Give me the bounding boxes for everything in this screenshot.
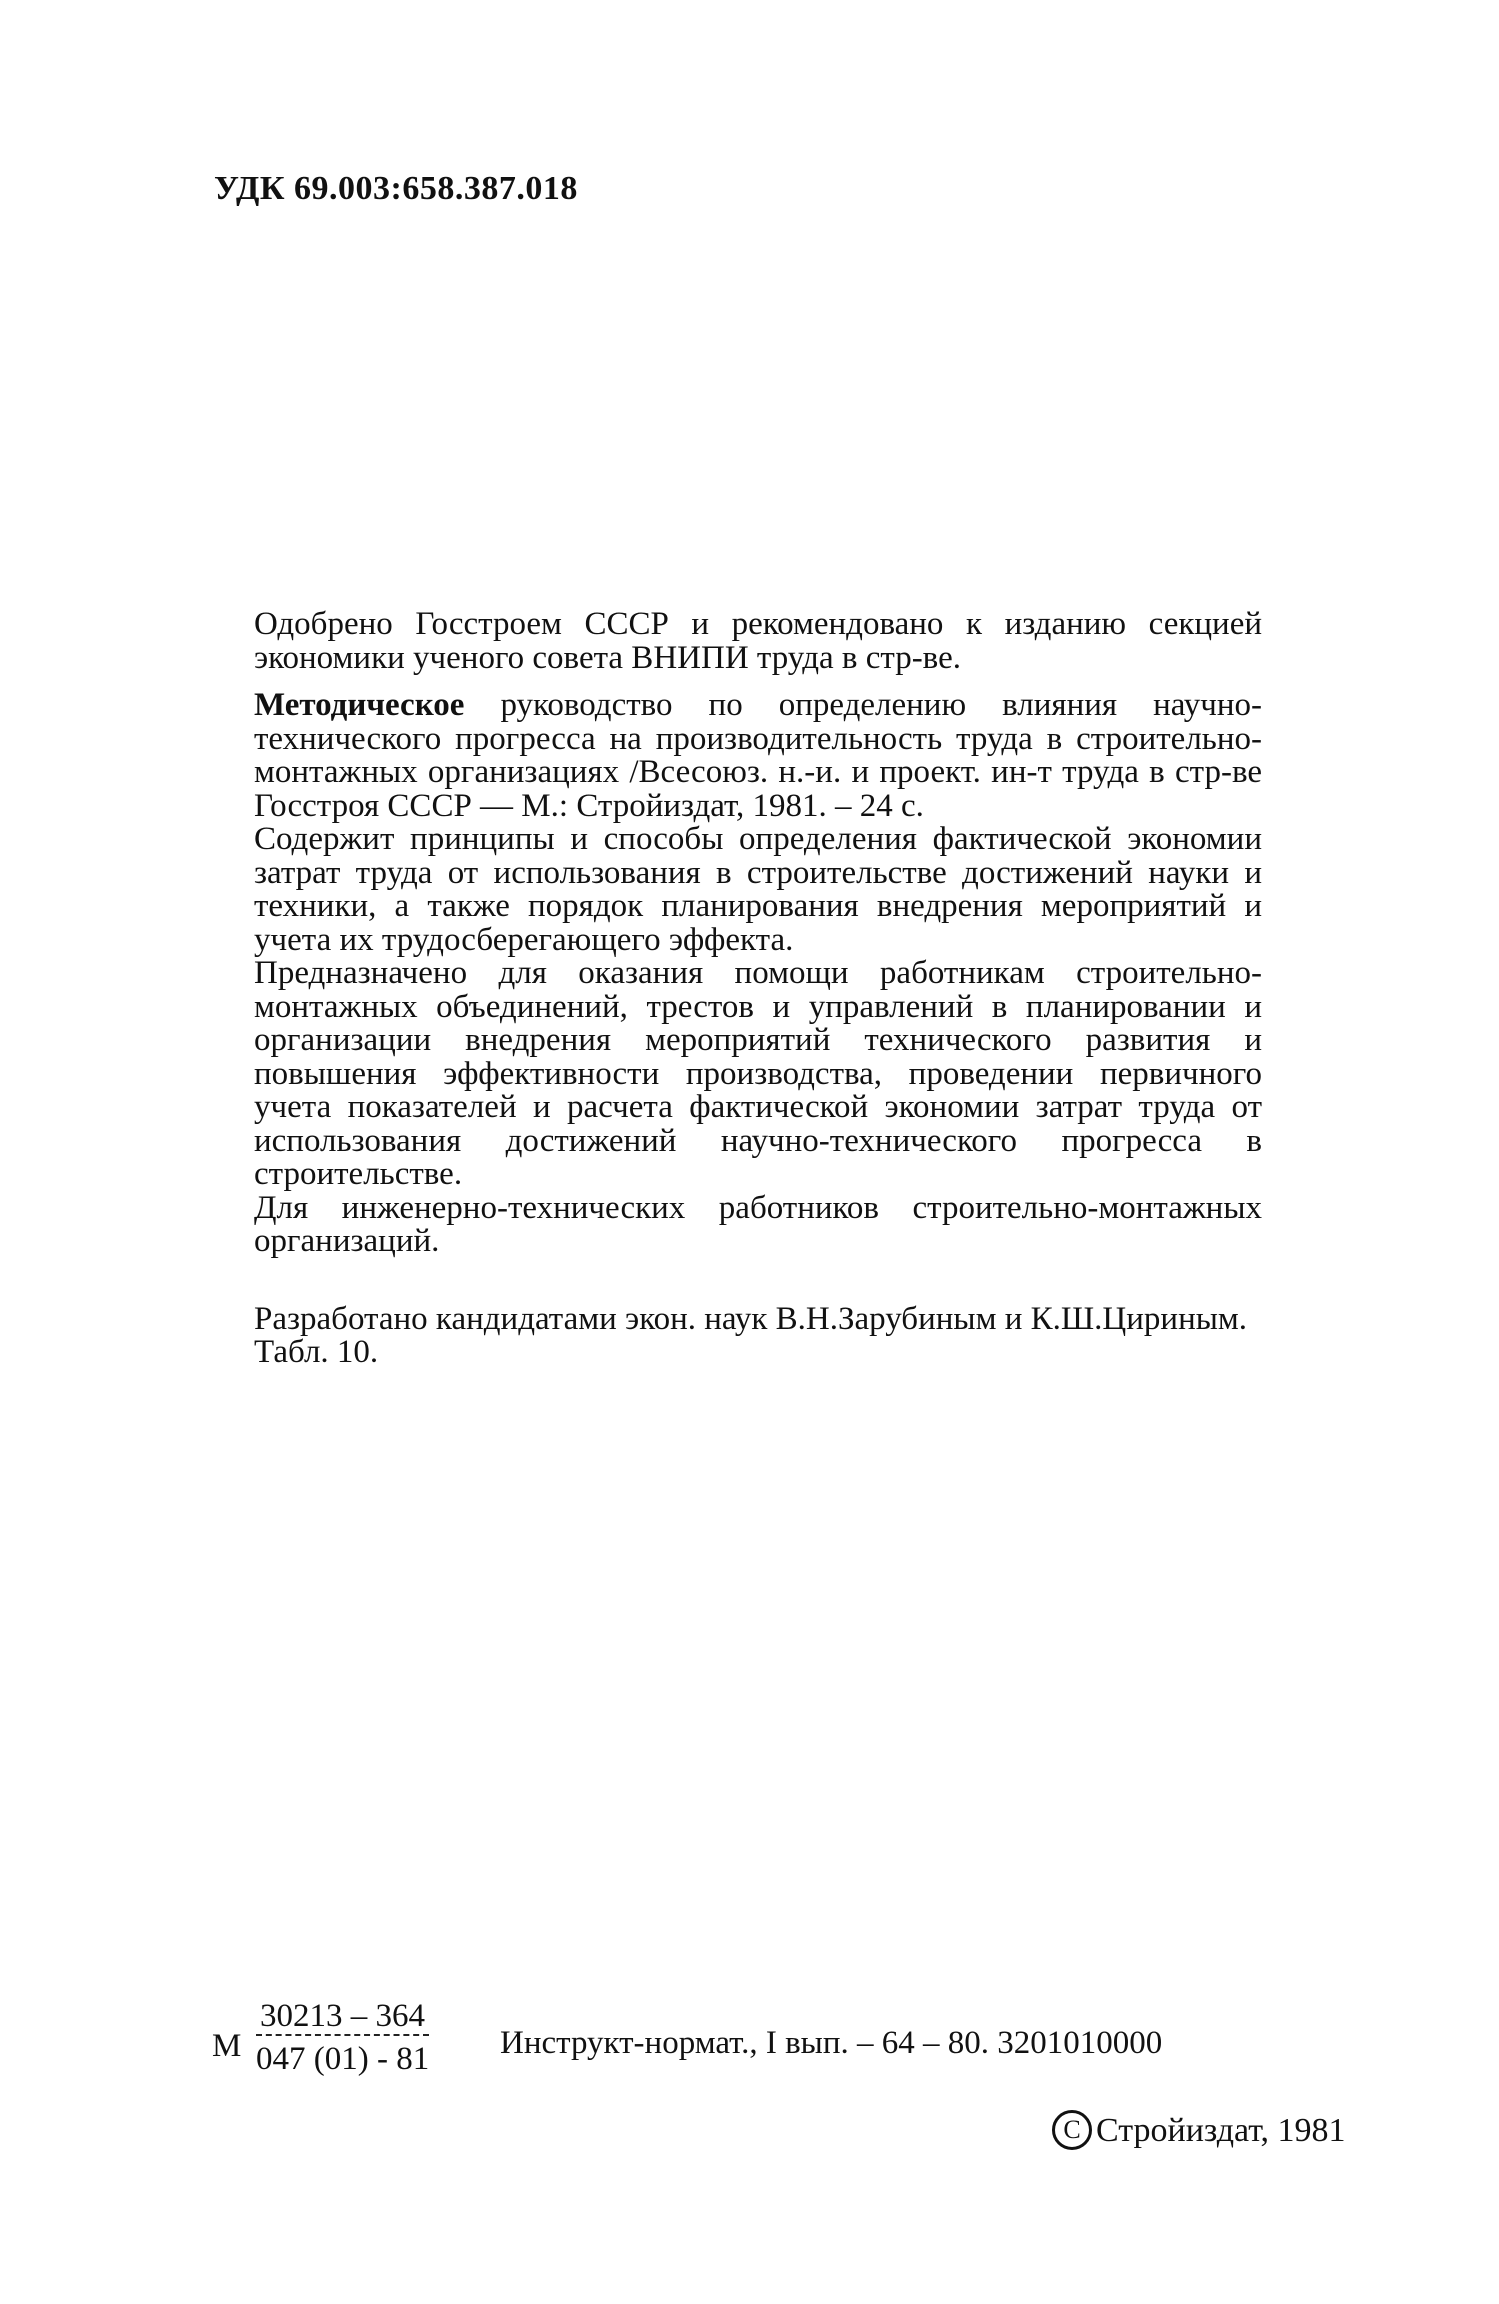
- contents-summary: Содержит принципы и способы определения фактической экономии затрат труда от использования в строительстве достижений науки и техники, а также порядок планирования внедрения мероприятий и учета их трудосберегающего эффекта.: [254, 821, 1262, 958]
- audience-note: Для инженерно-технических работников строительно-монтажных организаций.: [254, 1189, 1262, 1259]
- abstract-block: [254, 608, 1262, 1370]
- copyright-line: [1052, 2112, 1346, 2153]
- publication-numerator: 30213 – 364: [256, 1998, 429, 2036]
- title-keyword: Методическое: [254, 687, 465, 723]
- tables-count: Табл. 10.: [254, 1334, 379, 1370]
- publication-code: [212, 1998, 512, 2108]
- approval-note: Одобрено Госстроем СССР и рекомендовано к изданию секцией экономики ученого совета ВНИПИ труда в стр-ве.: [254, 606, 1262, 676]
- purpose-statement: Предназначено для оказания помощи работникам строительно-монтажных объединений, трестов и управлений в планировании и организации внедрения мероприятий технического развития и повышения эффективности производства, проведении первичного учета показателей и расчета фактической экономии затрат труда от использования достижений научно-технического прогресса в строительстве.: [254, 955, 1262, 1192]
- publication-denominator: 047 (01) - 81: [256, 2041, 430, 2077]
- copyright-icon: C: [1052, 2110, 1092, 2150]
- authors-note: Разработано кандидатами экон. наук В.Н.Зарубиным и К.Ш.Цириным.: [254, 1300, 1248, 1337]
- bibliographic-description: [254, 689, 1262, 823]
- publication-info: Инструкт-нормат., I вып. – 64 – 80. 3201010000: [500, 2025, 1163, 2061]
- publication-letter: М: [212, 2028, 242, 2064]
- publication-fraction: [256, 1998, 429, 2078]
- copyright-text: Стройиздат, 1981: [1096, 2112, 1346, 2149]
- title-rest: руководство по определению влияния научно-технического прогресса на производительность труда в строительно-монтажных организациях /Всесоюз. н.-и. и проект. ин-т труда в стр-ве Госстроя СССР — М.: Стройиздат, 1981. – 24 с.: [254, 687, 1262, 824]
- udk-code: УДК 69.003:658.387.018: [214, 170, 578, 207]
